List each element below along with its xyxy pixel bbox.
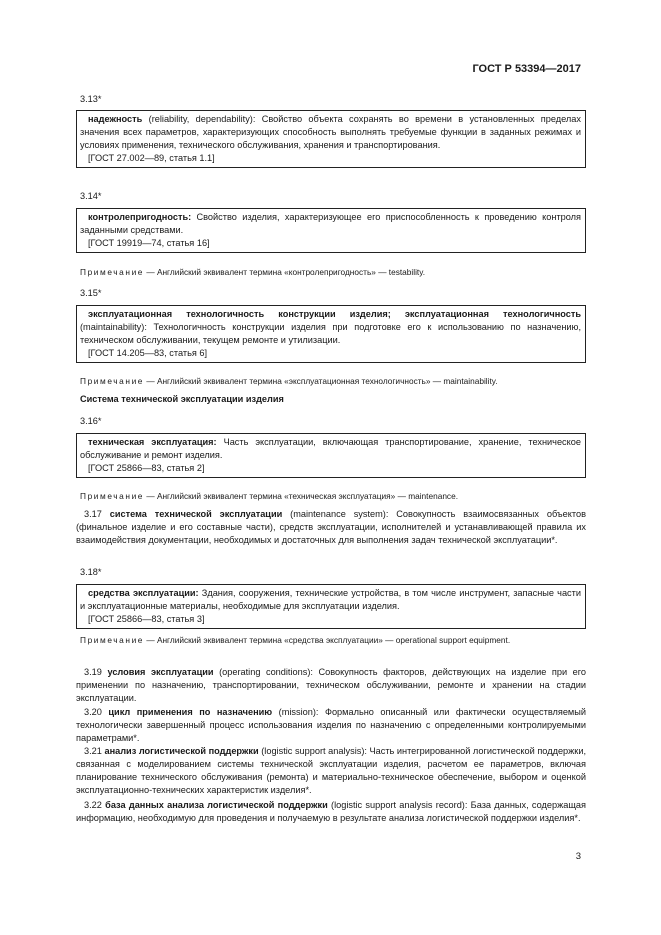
term-name: база данных анализа логистической поддержки: [105, 800, 328, 810]
term-reference: [ГОСТ 25866—83, статья 2]: [88, 462, 205, 473]
term-definition: (maintenance system): Совокупность взаимосвязанных объектов (финальное изделие и его составные части), средств эксплуатации, исполнителей и устанавливающей правила их взаимодействия документации, необходимых и достаточных для выполнения задач технической эксплуатации*.: [76, 509, 586, 545]
note-text: — Английский эквивалент термина «эксплуатационная технологичность» — maintainability.: [144, 376, 498, 386]
term-definition: (operating conditions): Совокупность факторов, действующих на изделие при его применении по назначению, транспортировании, техническом обслуживании, ремонте и хранении на стадии эксплуатации.: [76, 667, 586, 703]
term-reference: [ГОСТ 14.205—83, статья 6]: [88, 347, 208, 358]
term-box-3-18: [76, 584, 586, 629]
note-3-14: [76, 266, 586, 278]
note-label: Примечание: [80, 267, 145, 277]
term-name: техническая эксплуатация:: [88, 437, 217, 447]
term-name: эксплуатационная технологичность конструкции изделия; эксплуатационная технологичность: [88, 309, 581, 319]
term-paragraph-3-20: [76, 706, 586, 745]
term-number: 3.22: [84, 800, 102, 810]
note-label: Примечание: [80, 635, 145, 645]
term-paragraph-3-19: [76, 666, 586, 705]
term-number: 3.17: [84, 509, 102, 519]
term-definition: (logistic support analysis): Часть интегрированной логистической поддержки, связанная с моделированием системы технической эксплуатации изделия, расчетом ее параметров, включая планирование технического обслуживания (ремонта) и материально-техническое обеспечение, выбором и оценкой эксплуатационно-технических характеристик изделия*.: [76, 746, 587, 795]
term-number: 3.21: [84, 746, 102, 756]
term-name: условия эксплуатации: [107, 667, 214, 677]
term-name: цикл применения по назначению: [108, 707, 273, 717]
term-definition: (mission): Формально описанный или фактически осуществляемый технологически завершенный процесс использования изделия по назначению с определенными контролируемыми параметрами*.: [76, 707, 586, 743]
term-number-3-18: 3.18*: [80, 567, 102, 577]
term-paragraph-3-21: [76, 745, 586, 797]
term-box-3-15: [76, 305, 586, 363]
term-reference: [ГОСТ 19919—74, статья 16]: [88, 237, 210, 248]
term-definition: Часть эксплуатации, включающая транспортирование, хранение, техническое обслуживание и ремонт изделия.: [80, 437, 581, 460]
note-label: Примечание: [80, 491, 145, 501]
note-text: — Английский эквивалент термина «техническая эксплуатация» — maintenance.: [144, 491, 459, 501]
term-box-3-16: [76, 433, 586, 478]
note-3-16: [76, 490, 586, 502]
note-text: — Английский эквивалент термина «контролепригодность» — testability.: [144, 267, 426, 277]
term-number-3-16: 3.16*: [80, 416, 102, 426]
term-definition: (maintainability): Технологичность конструкции изделия при подготовке его к использованию по назначению, техническом обслуживании, текущем ремонте и утилизации.: [80, 321, 581, 345]
term-number: 3.20: [84, 707, 102, 717]
document-id: ГОСТ Р 53394—2017: [472, 63, 581, 75]
term-paragraph-3-17: [76, 508, 586, 547]
term-reference: [ГОСТ 27.002—89, статья 1.1]: [88, 152, 215, 163]
term-name: контролепригодность:: [88, 212, 192, 222]
term-box-3-14: [76, 208, 586, 253]
page-number: 3: [575, 851, 581, 862]
term-definition: (reliability, dependability): Свойство объекта сохранять во времени в установленных пределах значения всех параметров, характеризующих способность выполнять требуемые функции в заданных режимах и условиях применения, технического обслуживания, хранения и транспортирования.: [80, 114, 581, 150]
term-reference: [ГОСТ 25866—83, статья 3]: [88, 613, 205, 624]
term-definition: (logistic support analysis record): База данных, содержащая информацию, необходимую для проведения и получаемую в результате анализа логистической поддержки изделия*.: [76, 800, 587, 823]
term-box-3-13: [76, 110, 586, 168]
term-name: анализ логистической поддержки: [104, 746, 259, 756]
note-label: Примечание: [80, 376, 145, 386]
note-3-18: [76, 634, 586, 646]
term-number-3-13: 3.13*: [80, 94, 102, 104]
term-paragraph-3-22: [76, 799, 586, 825]
section-heading: Система технической эксплуатации изделия: [80, 394, 284, 404]
term-definition: Здания, сооружения, технические устройства, в том числе инструмент, запасные части и эксплуатационные материалы, необходимые для эксплуатации изделия.: [80, 588, 581, 611]
term-name: средства эксплуатации:: [88, 588, 199, 598]
term-number-3-15: 3.15*: [80, 288, 102, 298]
term-name: система технической эксплуатации: [109, 509, 283, 519]
term-name: надежность: [88, 114, 143, 124]
term-number: 3.19: [84, 667, 102, 677]
term-definition: Свойство изделия, характеризующее его приспособленность к проведению контроля заданными средствами.: [80, 212, 581, 235]
note-3-15: [76, 375, 586, 387]
term-number-3-14: 3.14*: [80, 191, 102, 201]
note-text: — Английский эквивалент термина «средства эксплуатации» — operational support equipment.: [144, 635, 511, 645]
